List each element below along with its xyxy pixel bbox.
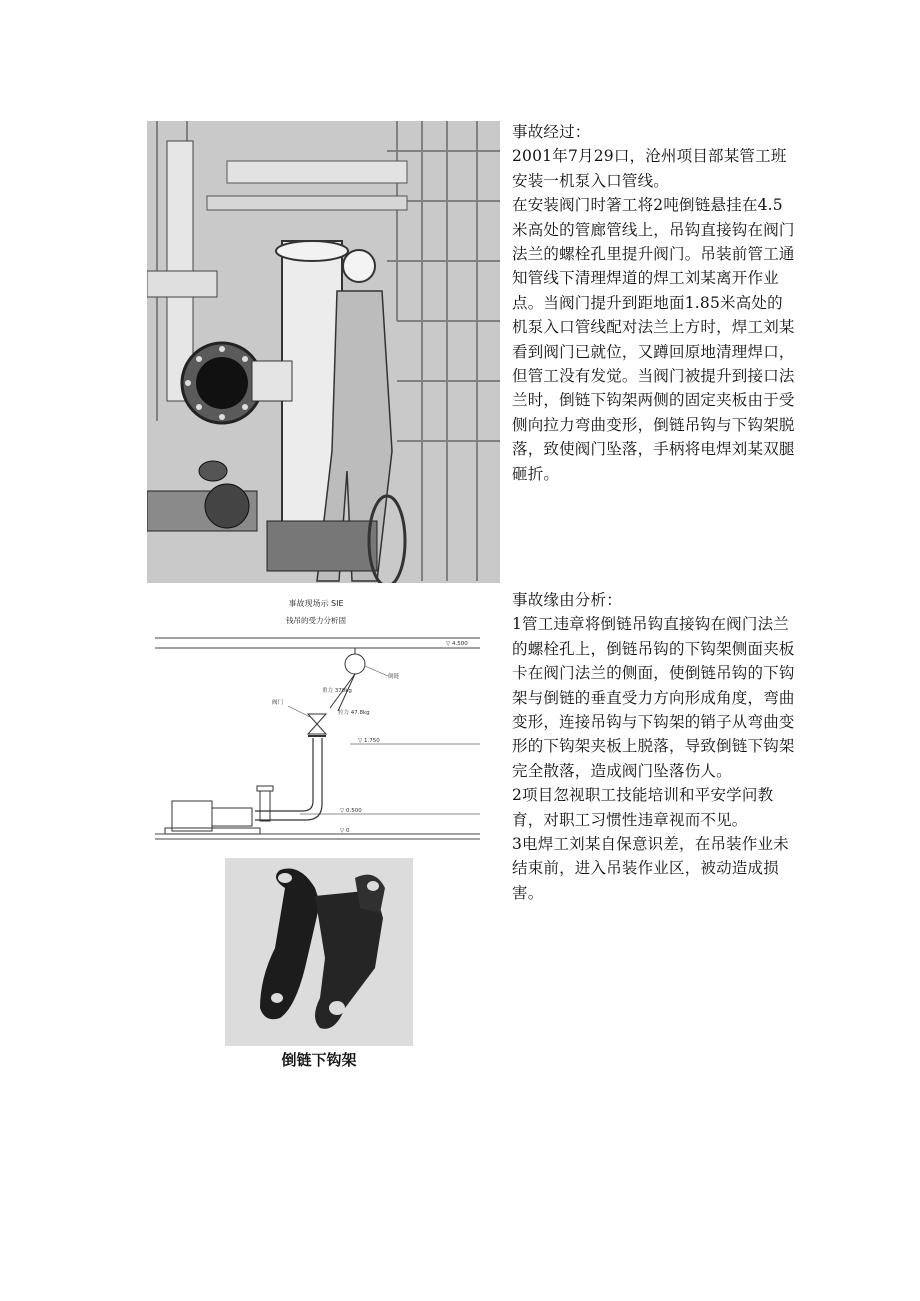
cause-item-2: 2项目忽视职工技能培训和平安学问教育，对职工习惯性违章视而不见。 bbox=[512, 786, 774, 829]
accident-process-paragraph-1: 2001年7月29口，沧州项目部某管工班安装一机泵入口管线。 bbox=[512, 147, 787, 190]
accident-process-section bbox=[512, 120, 797, 486]
label-ground: ▽ 0 bbox=[340, 828, 350, 834]
accident-site-photo bbox=[147, 121, 500, 583]
cause-item-1: 1管工违章将倒链吊钩直接钩在阀门法兰的螺栓孔上，倒链吊钩的下钩架侧面夹板卡在阀门法兰的侧面，使倒链吊钩的下钩架与倒链的垂直受力方向形成角度，弯曲变形，连接吊钩与下钩架的销子从弯曲变形的下钩架夹板上脱落，导致倒链下钩架完全散落，造成阀门坠落伤人。 bbox=[512, 615, 795, 780]
hook-bracket-photo bbox=[225, 858, 413, 1046]
hook-bracket-caption: 倒链下钩架 bbox=[281, 1051, 357, 1069]
accident-process-heading: 事故经过： bbox=[512, 123, 591, 141]
cause-item-3: 3电焊工刘某自保意识差，在吊装作业未结束前，进入吊装作业区，被动造成损害。 bbox=[512, 835, 789, 902]
diagram-subtitle: 钱吊的受力分析固 bbox=[286, 616, 346, 625]
force-analysis-diagram bbox=[150, 596, 482, 846]
label-force-1: 重力 370kg bbox=[322, 688, 352, 694]
label-low-level: ▽ 0.500 bbox=[340, 808, 362, 814]
accident-process-paragraph-2: 在安装阀门时箸工将2吨倒链悬挂在4.5米高处的管廊管线上，吊钩直接钩在阀门法兰的螺栓孔里提升阀门。吊装前管工通知管线下清理焊道的焊工刘某离开作业点。当阀门提升到距地面1.85米高处的机泵入口管线配对法兰上方时，焊工刘某看到阀门已就位，又蹲回原地清理焊口，但管工没有发觉。当阀门被提升到接口法兰时，倒链下钩架两侧的固定夹板由于受侧向拉力弯曲变形，倒链吊钩与下钩架脱落，致使阀门坠落，手柄将电焊刘某双腿砸折。 bbox=[512, 196, 795, 483]
diagram-title: 事故现场示 SIE bbox=[288, 599, 344, 608]
label-valve: 阀门 bbox=[272, 700, 284, 706]
cause-analysis-section bbox=[512, 588, 797, 905]
label-mid-level: ▽ 1.750 bbox=[358, 738, 380, 744]
label-top-level: ▽ 4.500 bbox=[446, 641, 468, 647]
label-force-2: 拉力 47.8kg bbox=[338, 710, 370, 716]
label-chain: 倒链 bbox=[388, 674, 400, 680]
cause-analysis-heading: 事故缘由分析： bbox=[512, 591, 622, 609]
